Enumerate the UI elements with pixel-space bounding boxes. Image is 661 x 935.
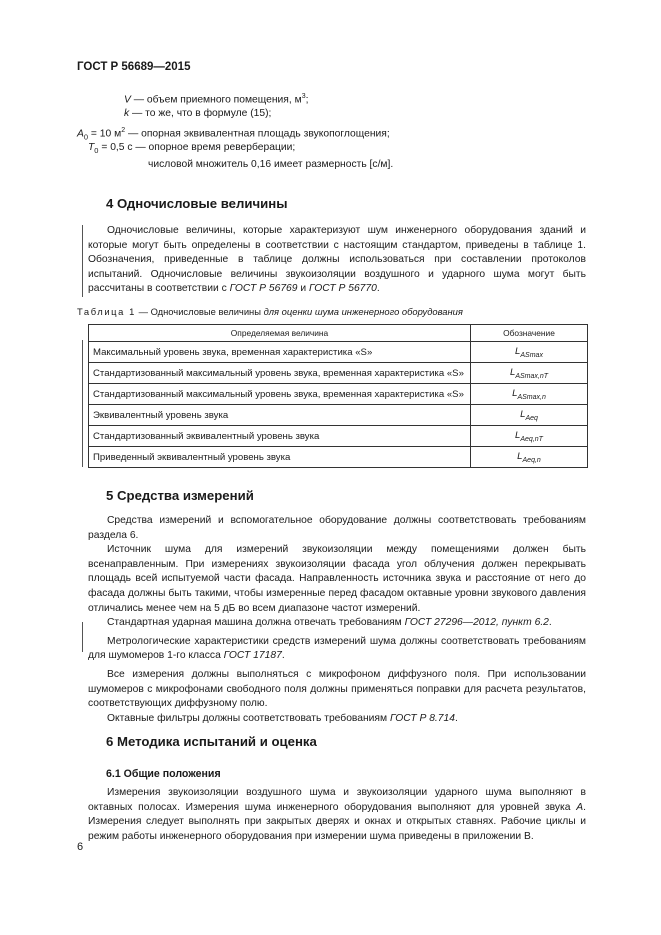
page-header: ГОСТ Р 56689—2015 [77,61,191,73]
paragraph: Источник шума для измерений звукоизоляции между помещениями должен быть всенаправленным. При измерениях звукоизоляции фасада угол облучения должен перекрывать площадь всей испытуемой части фасада. Направленность источника звука и расстояние от него до фасада должны быть такими, чтобы измеренные перед фасадом октавные уровни звукового давления отличались менее чем на 5 дБ во всем диапазоне частот измерений. [88,544,586,614]
table-row [89,342,588,363]
table-header-row [89,325,588,342]
definition-t0: $T_0 = 0,5$ с — опорное время реверберации; [88,142,296,156]
quantity-cell: Приведенный эквивалентный уровень звука [89,447,471,468]
paragraph: Средства измерений и вспомогательное оборудование должны соответствовать требованиям раздела 6. [88,515,586,541]
definition-a0: $A_0 = 10$ $м^2$ — опорная эквивалентная площадь звукопоглощения; [77,127,390,142]
table-row [89,426,588,447]
column-header-quantity: Определяемая величина [89,325,471,342]
quantity-cell: Стандартизованный эквивалентный уровень звука [89,426,471,447]
symbol-cell: $L_{Aeq,nT}$ [471,426,588,447]
symbol-cell: $L_{Aeq}$ [471,405,588,426]
table-row [89,384,588,405]
section-4-title: 4 Одночисловые величины [106,196,288,211]
paragraph: Стандартная ударная машина должна отвечать требованиям ГОСТ 27296—2012, пункт 6.2. [107,617,552,629]
paragraph: Все измерения должны выполняться с микрофоном диффузного поля. При использовании шумомеров с микрофонами свободного поля должны применяться поправки для расчета результатов, соответствующих диффузному полю. [88,668,586,710]
table-1 [88,324,588,468]
paragraph: Октавные фильтры должны соответствовать требованиям ГОСТ Р 8.714. [107,712,458,724]
symbol-cell: $L_{ASmax,nT}$ [471,363,588,384]
definition-v: V — объем приемного помещения, $м^3$; [124,93,309,106]
section-6-title: 6 Методика испытаний и оценка [106,734,317,749]
section-6-1-paragraph: Измерения звукоизоляции воздушного шума и звукоизоляции ударного шума выполняют в октавных полосах. Измерения шума инженерного оборудования выполняют для уровней звука A. Измерения следует выполнять при закрытых дверях и окнах и открытых ставнях. Рабочие циклы и режим работы инженерного оборудования при измерении шума приведены в приложении В. [88,787,586,842]
change-bar [82,225,83,297]
section-4-paragraph: Одночисловые величины, которые характеризуют шум инженерного оборудования зданий и которые могут быть определены в соответствии с настоящим стандартом, приведены в таблице 1. Обозначения, приведенные в таблице должны использоваться при составлении протоколов испытаний. Одночисловые величины звукоизоляции воздушного и ударного шума могут быть рассчитаны в соответствии с ГОСТ Р 56769 и ГОСТ Р 56770. [88,225,586,295]
subsection-6-1-title: 6.1 Общие положения [106,768,221,780]
table-1-caption: Таблица 1 — Одночисловые величины для оценки шума инженерного оборудования [77,306,463,317]
quantity-cell: Эквивалентный уровень звука [89,405,471,426]
quantity-cell: Максимальный уровень звука, временная характеристика «S» [89,342,471,363]
section-5-body [88,514,586,726]
quantity-cell: Стандартизованный максимальный уровень звука, временная характеристика «S» [89,363,471,384]
table-row [89,363,588,384]
multiplier-note: числовой множитель 0,16 имеет размерность [с/м]. [148,159,394,170]
symbol-cell: $L_{ASmax}$ [471,342,588,363]
quantity-cell: Стандартизованный максимальный уровень звука, временная характеристика «S» [89,384,471,405]
change-bar [82,340,83,467]
table-row [89,405,588,426]
paragraph: Метрологические характеристики средств измерений шума должны соответствовать требованиям для шумомеров 1-го класса ГОСТ 17187. [88,635,586,662]
section-5-title: 5 Средства измерений [106,488,254,503]
symbol-cell: $L_{ASmax,n}$ [471,384,588,405]
definition-k: k — то же, что в формуле (15); [124,108,272,119]
table-row [89,447,588,468]
symbol-cell: $L_{Aeq,n}$ [471,447,588,468]
column-header-symbol: Обозначение [471,325,588,342]
page-number: 6 [77,841,84,853]
change-bar [82,622,83,652]
